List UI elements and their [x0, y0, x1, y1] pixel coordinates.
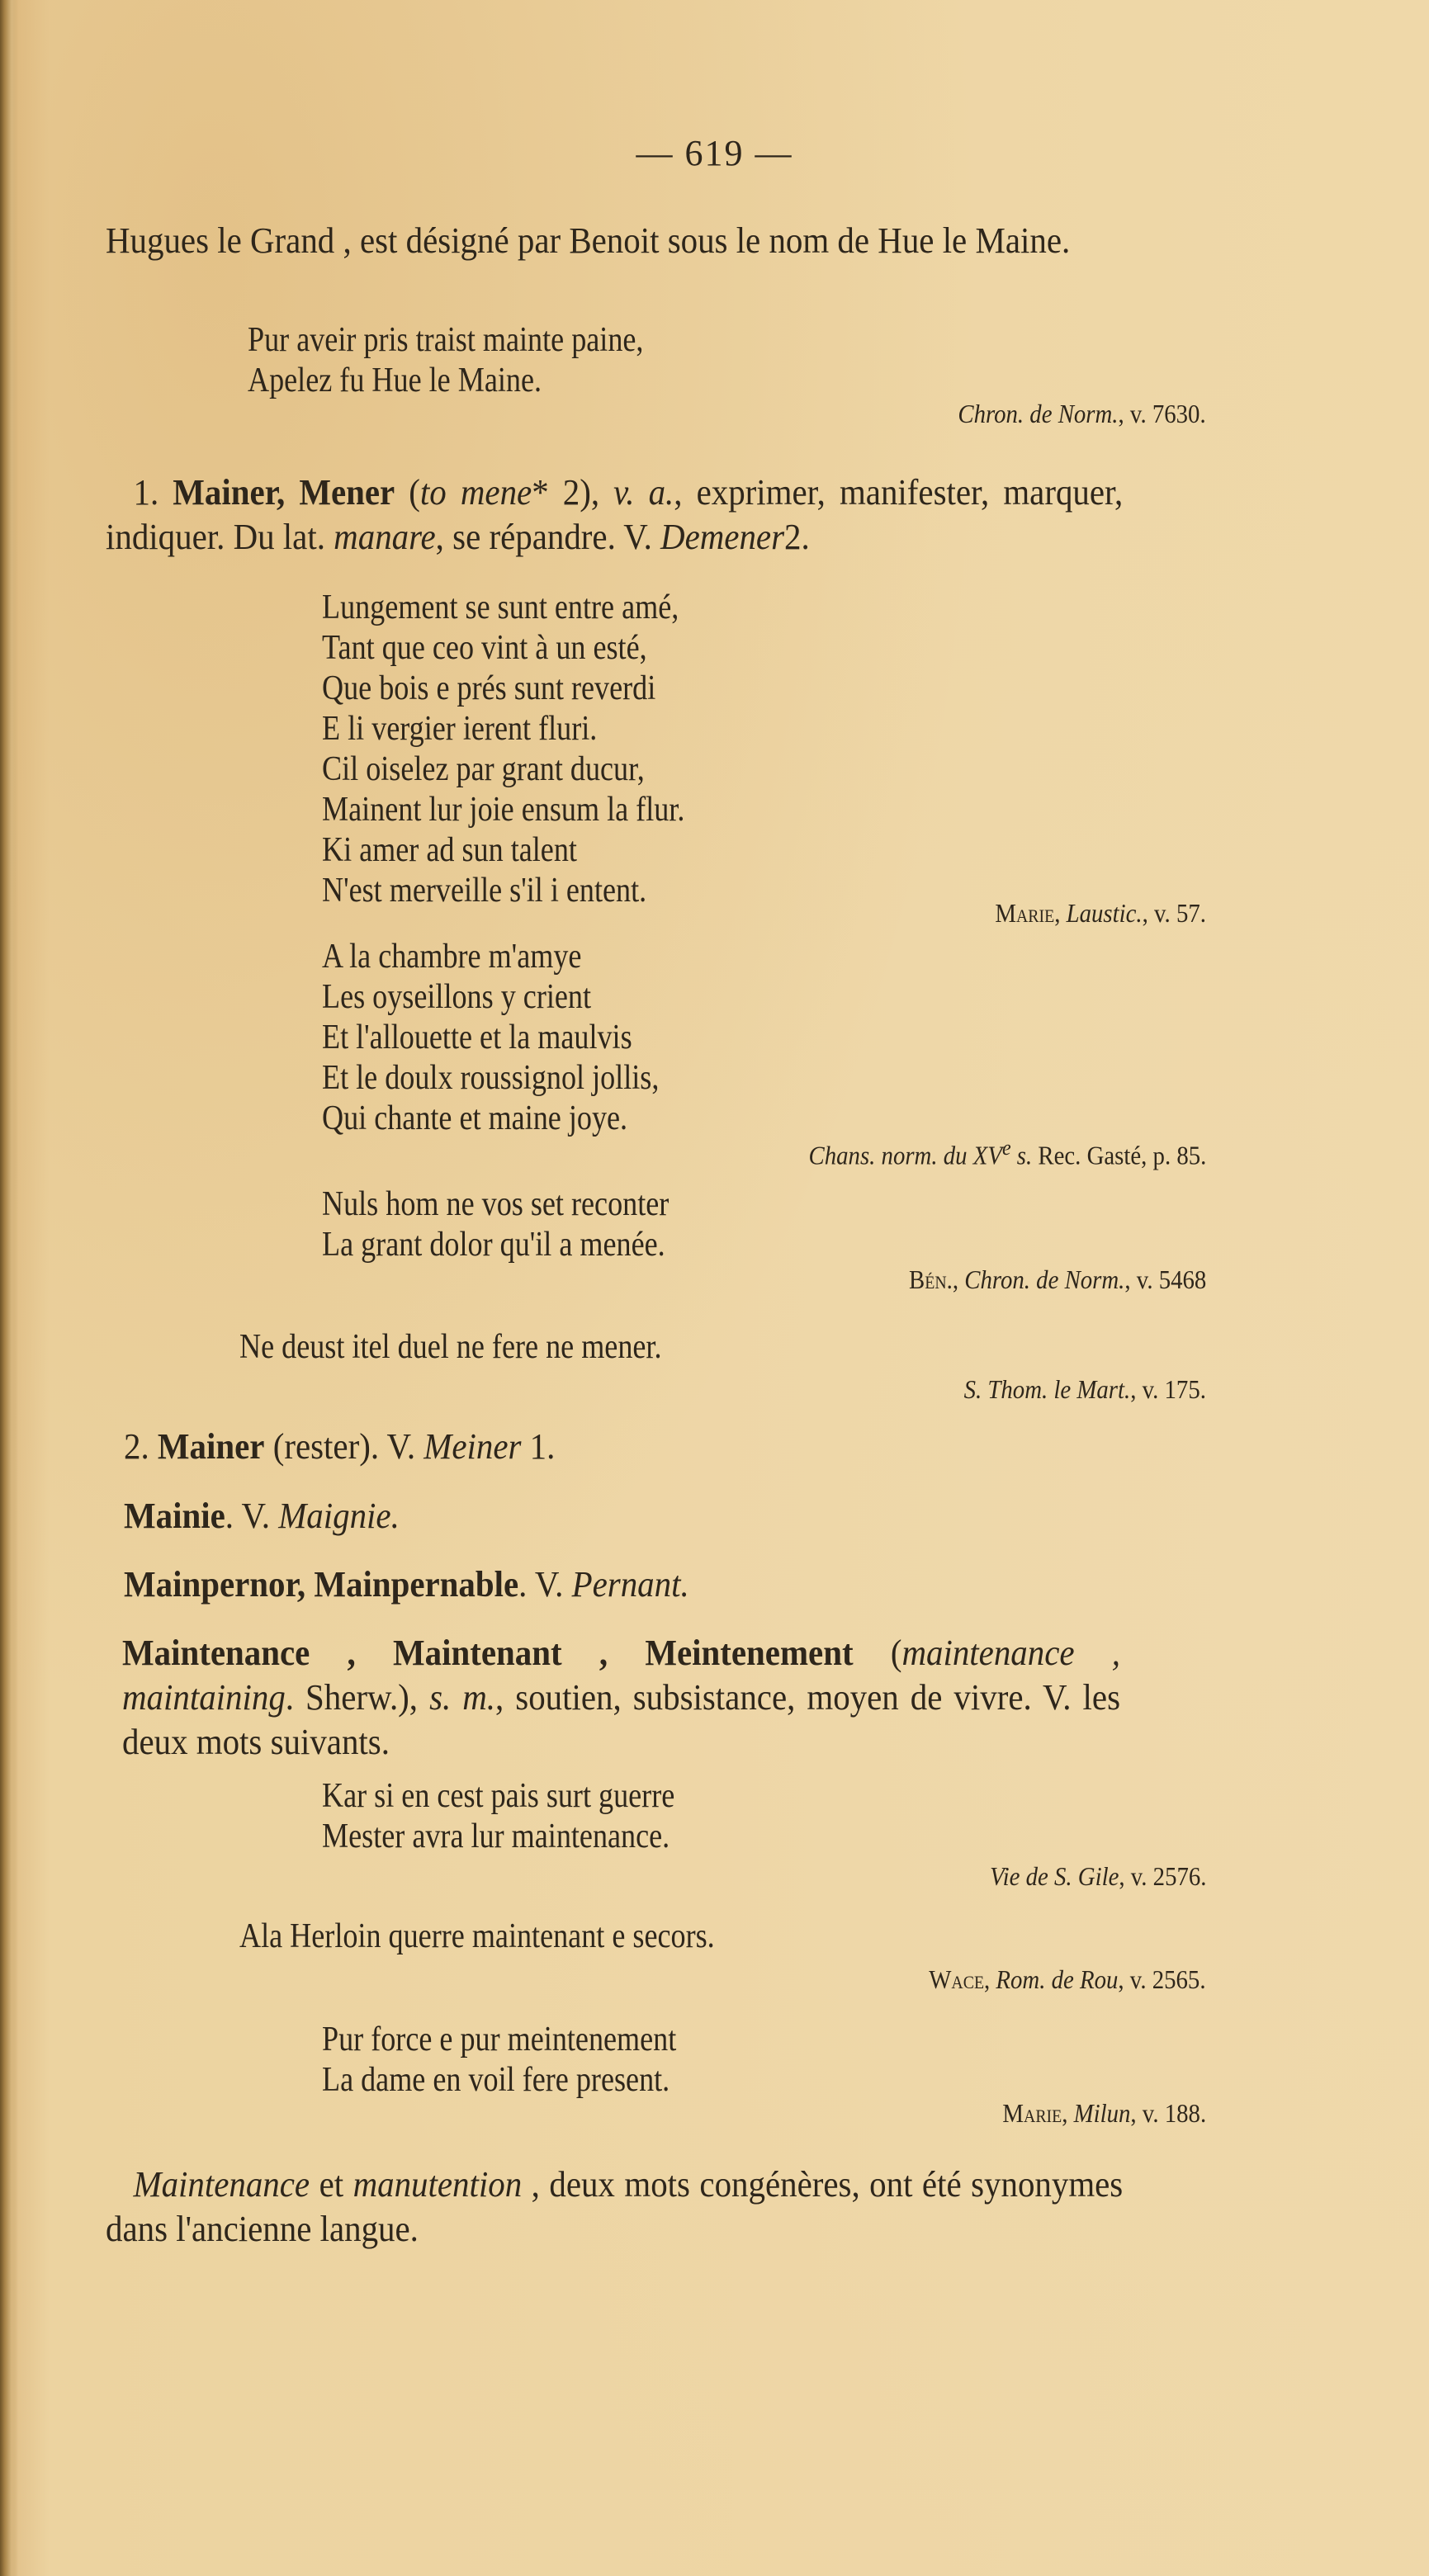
quote-8	[322, 2020, 676, 2101]
verse-line: Kar si en cest pais surt guerre	[322, 1777, 675, 1815]
etymology: maintenance , maintaining	[122, 1633, 1121, 1718]
term-manutention: manutention	[353, 2164, 523, 2205]
citation-ref: Rec. Gasté, p. 85.	[1031, 1140, 1206, 1170]
verse-line: Ala Herloin querre maintenant e secors.	[239, 1917, 715, 1955]
verse-line: Apelez fu Hue le Maine.	[248, 362, 542, 399]
citation-ref: , v. 188.	[1130, 2098, 1206, 2128]
entry-headword: Mainpernor, Mainpernable	[124, 1564, 519, 1605]
citation-title: Laustic.	[1066, 898, 1143, 928]
verse-line: Cil oiselez par grant ducur,	[322, 750, 645, 788]
verse-line: Pur force e pur meintenement	[322, 2021, 677, 2058]
gloss: , se répandre. V.	[435, 517, 661, 557]
citation-superscript: e	[1001, 1135, 1011, 1160]
citation-ref: , v. 2576.	[1118, 1861, 1206, 1891]
gloss: . V.	[225, 1496, 279, 1536]
verse-line: Mainent lur joie ensum la flur.	[322, 791, 685, 829]
citation-7: Wace, Rom. de Rou, v. 2565.	[929, 1964, 1206, 1994]
citation-ref: , v. 57.	[1142, 898, 1206, 928]
entry-mainer-1	[106, 470, 1123, 560]
citation-ref: , v. 175.	[1130, 1374, 1206, 1404]
latin-source: manare	[334, 517, 436, 557]
citation-8: Marie, Milun, v. 188.	[1002, 2098, 1206, 2128]
etym-rest: . Sherw.),	[285, 1677, 430, 1718]
see-also: Meiner	[423, 1426, 522, 1467]
entry-mainpernor	[124, 1562, 689, 1607]
see-also: Demener	[660, 517, 785, 557]
intro-paragraph: Hugues le Grand , est désigné par Benoit sous le nom de Hue le Maine.	[106, 220, 1071, 261]
etymology: to mene	[419, 472, 532, 513]
verse-line: La dame en voil fere present.	[322, 2061, 670, 2099]
see-also: Maignie.	[278, 1496, 400, 1536]
citation-author: Marie	[1002, 2098, 1062, 2128]
etym-open: (	[853, 1633, 902, 1673]
verse-line: Et le doulx roussignol jollis,	[322, 1059, 660, 1097]
entry-mainie	[124, 1494, 400, 1539]
entry-headword: Mainer	[157, 1426, 265, 1467]
definition: , soutien, subsistance, moyen de vivre. V. les deux mots suivants.	[122, 1677, 1120, 1762]
quote-4	[322, 1184, 669, 1265]
verse-line: Ne deust itel duel ne fere ne mener.	[239, 1328, 662, 1366]
verse-line: Que bois e prés sunt reverdi	[322, 669, 656, 707]
citation-3	[808, 1135, 1206, 1171]
citation-century: s.	[1010, 1140, 1032, 1170]
entry-headword: Mainer, Mener	[173, 472, 395, 513]
quote-6	[322, 1776, 674, 1857]
entry-mainer-2	[124, 1425, 555, 1469]
verse-line: E li vergier ierent fluri.	[322, 710, 598, 748]
quote-2	[322, 588, 684, 911]
closing-text: , deux mots congénères, ont été synonymes dans l'ancienne langue.	[106, 2164, 1124, 2249]
see-also-number: 2.	[784, 517, 810, 557]
verse-line: Pur aveir pris traist mainte paine,	[248, 321, 644, 359]
verse-line: N'est merveille s'il i entent.	[322, 872, 647, 910]
citation-4: Bén., Chron. de Norm., v. 5468	[908, 1264, 1206, 1294]
citation-author: Bén.	[908, 1264, 953, 1294]
citation-title: Milun	[1073, 2098, 1131, 2128]
term-maintenance: Maintenance	[133, 2164, 310, 2205]
citation-ref: , v. 7630.	[1118, 399, 1206, 428]
citation-title: Chron. de Norm.	[963, 1264, 1125, 1294]
gloss: . V.	[518, 1564, 572, 1605]
citation-title: Vie de S. Gile	[989, 1861, 1119, 1891]
quote-1	[248, 320, 643, 401]
etym-open: (	[395, 472, 420, 513]
conjunction: et	[310, 2164, 353, 2205]
verse-line: Mester avra lur maintenance.	[322, 1817, 670, 1855]
citation-title: S. Thom. le Mart.	[963, 1374, 1131, 1404]
entry-number: 2.	[124, 1426, 149, 1467]
entry-headword: Maintenance , Maintenant , Meintenement	[122, 1633, 854, 1673]
verse-line: Qui chante et maine joye.	[322, 1099, 628, 1137]
verse-line: Nuls hom ne vos set reconter	[322, 1185, 670, 1223]
quote-5	[239, 1327, 661, 1368]
quote-7	[239, 1917, 715, 1957]
verse-line: A la chambre m'amye	[322, 938, 582, 976]
gloss: (rester). V.	[264, 1426, 424, 1467]
page-number: — 619 —	[636, 133, 793, 173]
definition: , exprimer, manifester, marquer, indiquer. Du lat.	[106, 472, 1124, 557]
citation-title: Chans. norm. du XV	[808, 1140, 1002, 1170]
entry-number: 1.	[133, 472, 159, 513]
citation-title: Chron. de Norm.	[958, 399, 1119, 428]
verse-line: Les oyseillons y crient	[322, 978, 592, 1016]
citation-6	[990, 1861, 1206, 1892]
closing-paragraph	[106, 2162, 1123, 2252]
entry-headword: Mainie	[124, 1496, 225, 1536]
verse-line: Ki amer ad sun talent	[322, 831, 577, 869]
etym-close: * 2),	[532, 472, 614, 513]
citation-author: Wace	[929, 1964, 985, 1994]
part-of-speech: v. a.	[613, 472, 674, 513]
verse-line: Et l'allouette et la maulvis	[322, 1019, 632, 1056]
quote-3	[322, 937, 659, 1139]
part-of-speech: s. m.	[429, 1677, 496, 1718]
verse-line: Tant que ceo vint à un esté,	[322, 629, 647, 667]
citation-ref: , v. 2565.	[1118, 1964, 1206, 1994]
see-also: Pernant.	[571, 1564, 689, 1605]
citation-author: Marie	[995, 898, 1055, 928]
verse-line: Lungement se sunt entre amé,	[322, 588, 679, 626]
see-also-number: 1.	[521, 1426, 556, 1467]
entry-maintenance	[122, 1631, 1120, 1765]
citation-1	[958, 399, 1206, 429]
verse-line: La grant dolor qu'il a menée.	[322, 1226, 665, 1264]
citation-5	[964, 1374, 1206, 1405]
citation-title: Rom. de Rou	[996, 1964, 1119, 1994]
citation-2: Marie, Laustic., v. 57.	[995, 898, 1206, 928]
citation-ref: , v. 5468	[1124, 1264, 1206, 1294]
